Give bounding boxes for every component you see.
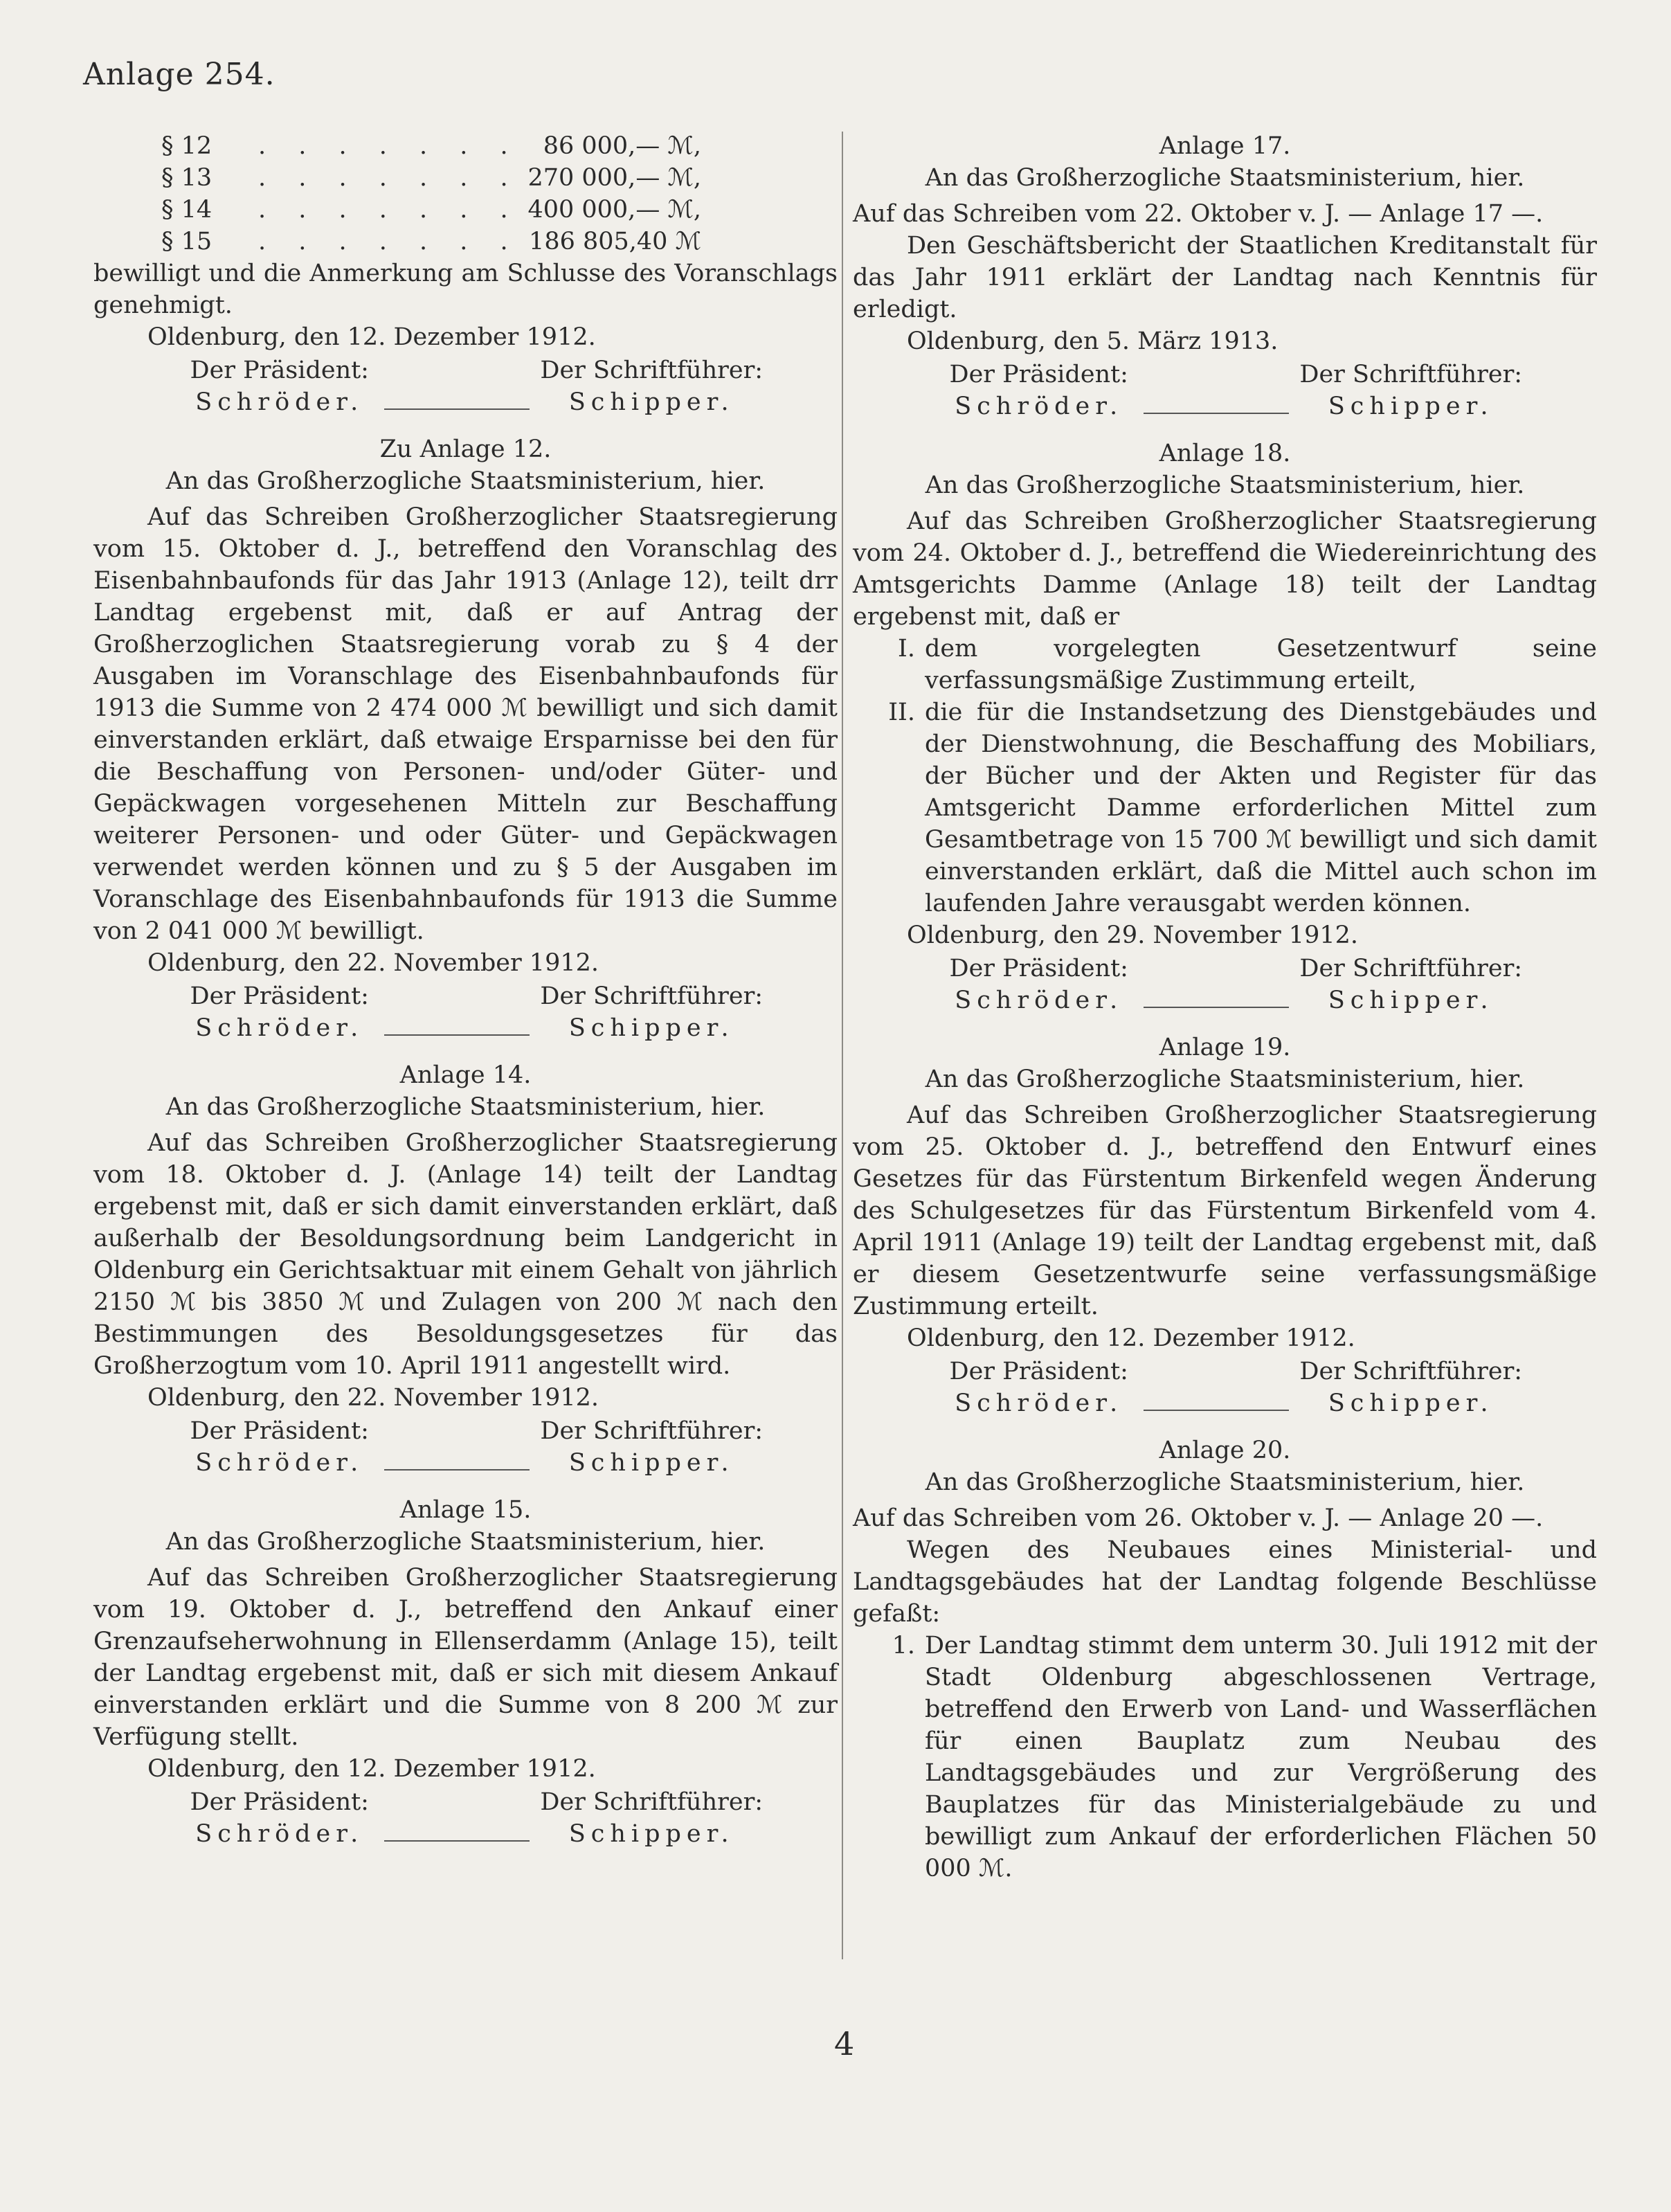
- president-name: Schröder.: [955, 393, 1123, 420]
- section-title: Anlage 19.: [1159, 1034, 1291, 1061]
- president-name: Schröder.: [195, 1449, 364, 1477]
- amount-value: 86 000,— ℳ,: [543, 132, 701, 160]
- amount-row: [161, 130, 838, 162]
- section-addressee: An das Großherzogliche Staatsministerium, hier.: [165, 1093, 766, 1121]
- amount-row: [161, 226, 838, 258]
- column-divider: [842, 132, 843, 1959]
- secretary-role: Der Schriftführer:: [540, 1417, 764, 1445]
- amount-section: § 15: [161, 228, 213, 255]
- amount-section: § 13: [161, 164, 213, 192]
- amounts-list: [161, 130, 838, 258]
- amount-value: 270 000,— ℳ,: [527, 164, 701, 192]
- page-header: Anlage 254.: [83, 57, 276, 92]
- secretary-role: Der Schriftführer:: [540, 357, 764, 384]
- president-name: Schröder.: [195, 388, 364, 416]
- amount-dots: . . . . . . .: [258, 228, 521, 255]
- president-role: Der Präsident:: [949, 955, 1128, 982]
- list-item: [853, 1630, 1597, 1885]
- president-role: Der Präsident:: [190, 357, 369, 384]
- president-role: Der Präsident:: [949, 1358, 1128, 1385]
- section-title: Zu Anlage 12.: [379, 435, 552, 463]
- list-item-text: die für die Instandsetzung des Dienstgebäudes und der Dienstwohnung, die Beschaffung des Mobiliars, der Bücher und der Akten und Register für das Amtsgericht Damme erforderlichen Mittel zum Gesamtbetrage von 15 700 ℳ bewilligt und sich damit einverstanden erklärt, daß die Mittel auch schon im laufenden Jahre verausgabt werden können.: [925, 699, 1597, 917]
- list-item-text: dem vorgelegten Gesetzentwurf seine verfassungsmäßige Zustimmung erteilt,: [925, 635, 1597, 694]
- secretary-name: Schipper.: [1328, 987, 1494, 1014]
- section-body: Wegen des Neubaues eines Ministerial- und Landtagsgebäudes hat der Landtag folgende Beschlüsse gefaßt:: [853, 1536, 1597, 1628]
- section-reference: Auf das Schreiben vom 22. Oktober v. J. — Anlage 17 —.: [853, 200, 1544, 228]
- secretary-role: Der Schriftführer:: [540, 982, 764, 1010]
- section-date: Oldenburg, den 29. November 1912.: [907, 921, 1358, 949]
- left-column: [93, 130, 838, 1850]
- amount-dots: . . . . . . .: [258, 132, 521, 160]
- secretary-role: Der Schriftführer:: [1299, 361, 1523, 388]
- president-name: Schröder.: [955, 987, 1123, 1014]
- amount-section: § 12: [161, 132, 213, 160]
- section-addressee: An das Großherzogliche Staatsministerium, hier.: [925, 164, 1525, 192]
- secretary-name: Schipper.: [568, 1449, 734, 1477]
- section-body: Auf das Schreiben Großherzoglicher Staatsregierung vom 18. Oktober d. J. (Anlage 14) teilt der Landtag ergebenst mit, daß er sich damit einverstanden erklärt, daß außerhalb der Besoldungsordnung beim Landgericht in Oldenburg ein Gerichtsaktuar mit einem Gehalt von jährlich 2150 ℳ bis 3850 ℳ und Zulagen von 200 ℳ nach den Bestimmungen des Besoldungsgesetzes für das Großherzogtum vom 10. April 1911 angestellt wird.: [93, 1129, 838, 1380]
- amount-dots: . . . . . . .: [258, 164, 521, 192]
- president-role: Der Präsident:: [949, 361, 1128, 388]
- secretary-role: Der Schriftführer:: [540, 1788, 764, 1816]
- amount-row: [161, 194, 838, 226]
- section-date: Oldenburg, den 12. Dezember 1912.: [147, 1755, 596, 1783]
- list-item-number: II.: [888, 699, 915, 726]
- list-item: [853, 633, 1597, 696]
- section-date: Oldenburg, den 5. März 1913.: [907, 327, 1279, 355]
- amount-row: [161, 162, 838, 194]
- secretary-name: Schipper.: [568, 1820, 734, 1848]
- section-reference: Auf das Schreiben vom 26. Oktober v. J. — Anlage 20 —.: [853, 1504, 1544, 1532]
- section-date: Oldenburg, den 12. Dezember 1912.: [907, 1324, 1355, 1352]
- president-name: Schröder.: [195, 1014, 364, 1042]
- section-addressee: An das Großherzogliche Staatsministerium, hier.: [165, 467, 766, 495]
- secretary-role: Der Schriftführer:: [1299, 955, 1523, 982]
- section-title: Anlage 20.: [1159, 1437, 1291, 1464]
- amount-value: 400 000,— ℳ,: [527, 196, 701, 224]
- section-date: Oldenburg, den 22. November 1912.: [147, 949, 599, 977]
- president-name: Schröder.: [195, 1820, 364, 1848]
- president-role: Der Präsident:: [190, 982, 369, 1010]
- secretary-name: Schipper.: [1328, 393, 1494, 420]
- intro-tail: bewilligt und die Anmerkung am Schlusse des Voranschlags genehmigt.: [93, 260, 838, 319]
- secretary-name: Schipper.: [1328, 1390, 1494, 1417]
- secretary-role: Der Schriftführer:: [1299, 1358, 1523, 1385]
- section-body: Auf das Schreiben Großherzoglicher Staatsregierung vom 25. Oktober d. J., betreffend den Entwurf eines Gesetzes für das Fürstentum Birkenfeld wegen Änderung des Schulgesetzes für das Fürstentum Birkenfeld vom 4. April 1911 (Anlage 19) teilt der Landtag ergebenst mit, daß er diesem Gesetzentwurfe seine verfassungsmäßige Zustimmung erteilt.: [853, 1101, 1597, 1320]
- page-number: 4: [834, 2025, 855, 2062]
- section-title: Anlage 15.: [399, 1496, 532, 1524]
- intro-date: Oldenburg, den 12. Dezember 1912.: [147, 323, 596, 351]
- secretary-name: Schipper.: [568, 1014, 734, 1042]
- section-body: Den Geschäftsbericht der Staatlichen Kreditanstalt für das Jahr 1911 erklärt der Landtag nach Kenntnis für erledigt.: [853, 232, 1597, 323]
- section-title: Anlage 18.: [1159, 440, 1291, 467]
- section-body: Auf das Schreiben Großherzoglicher Staatsregierung vom 19. Oktober d. J., betreffend den Ankauf einer Grenzaufseherwohnung in Ellenserdamm (Anlage 15), teilt der Landtag ergebenst mit, daß er sich mit diesem Ankauf einverstanden erklärt und die Summe von 8 200 ℳ zur Verfügung stellt.: [93, 1564, 838, 1751]
- president-role: Der Präsident:: [190, 1788, 369, 1816]
- president-name: Schröder.: [955, 1390, 1123, 1417]
- right-column: [853, 130, 1597, 1885]
- list-item-text: Der Landtag stimmt dem unterm 30. Juli 1912 mit der Stadt Oldenburg abgeschlossenen Vertrage, betreffend den Erwerb von Land- und Wasserflächen für einen Bauplatz zum Neubau des Landtagsgebäudes und zur Vergrößerung des Bauplatzes für das Ministerialgebäude zu und bewilligt zum Ankauf der erforderlichen Flächen 50 000 ℳ.: [925, 1632, 1597, 1882]
- section-date: Oldenburg, den 22. November 1912.: [147, 1384, 599, 1412]
- list-item-number: I.: [898, 635, 915, 663]
- amount-dots: . . . . . . .: [258, 196, 521, 224]
- list-item-number: 1.: [892, 1632, 915, 1660]
- president-role: Der Präsident:: [190, 1417, 369, 1445]
- section-addressee: An das Großherzogliche Staatsministerium, hier.: [165, 1528, 766, 1556]
- list-item: [853, 696, 1597, 919]
- section-addressee: An das Großherzogliche Staatsministerium, hier.: [925, 471, 1525, 499]
- amount-section: § 14: [161, 196, 213, 224]
- section-title: Anlage 14.: [399, 1061, 532, 1089]
- section-body: Auf das Schreiben Großherzoglicher Staatsregierung vom 24. Oktober d. J., betreffend die Wiedereinrichtung des Amtsgerichts Damme (Anlage 18) teilt der Landtag ergebenst mit, daß er: [853, 507, 1597, 631]
- section-addressee: An das Großherzogliche Staatsministerium, hier.: [925, 1468, 1525, 1496]
- secretary-name: Schipper.: [568, 388, 734, 416]
- amount-value: 186 805,40 ℳ: [529, 228, 701, 255]
- section-addressee: An das Großherzogliche Staatsministerium, hier.: [925, 1065, 1525, 1093]
- section-title: Anlage 17.: [1159, 132, 1291, 160]
- section-body: Auf das Schreiben Großherzoglicher Staatsregierung vom 15. Oktober d. J., betreffend den Voranschlag des Eisenbahnbaufonds für das Jahr 1913 (Anlage 12), teilt drr Landtag ergebenst mit, daß er auf Antrag der Großherzoglichen Staatsregierung vorab zu § 4 der Ausgaben im Voranschlage des Eisenbahnbaufonds für 1913 die Summe von 2 474 000 ℳ bewilligt und sich damit einverstanden erklärt, daß etwaige Ersparnisse bei den für die Beschaffung von Personen- und/oder Güter- und Gepäckwagen vorgesehenen Mitteln zur Beschaffung weiterer Personen- und oder Güter- und Gepäckwagen verwendet werden können und zu § 5 der Ausgaben im Voranschlage des Eisenbahnbaufonds für 1913 die Summe von 2 041 000 ℳ bewilligt.: [93, 503, 838, 945]
